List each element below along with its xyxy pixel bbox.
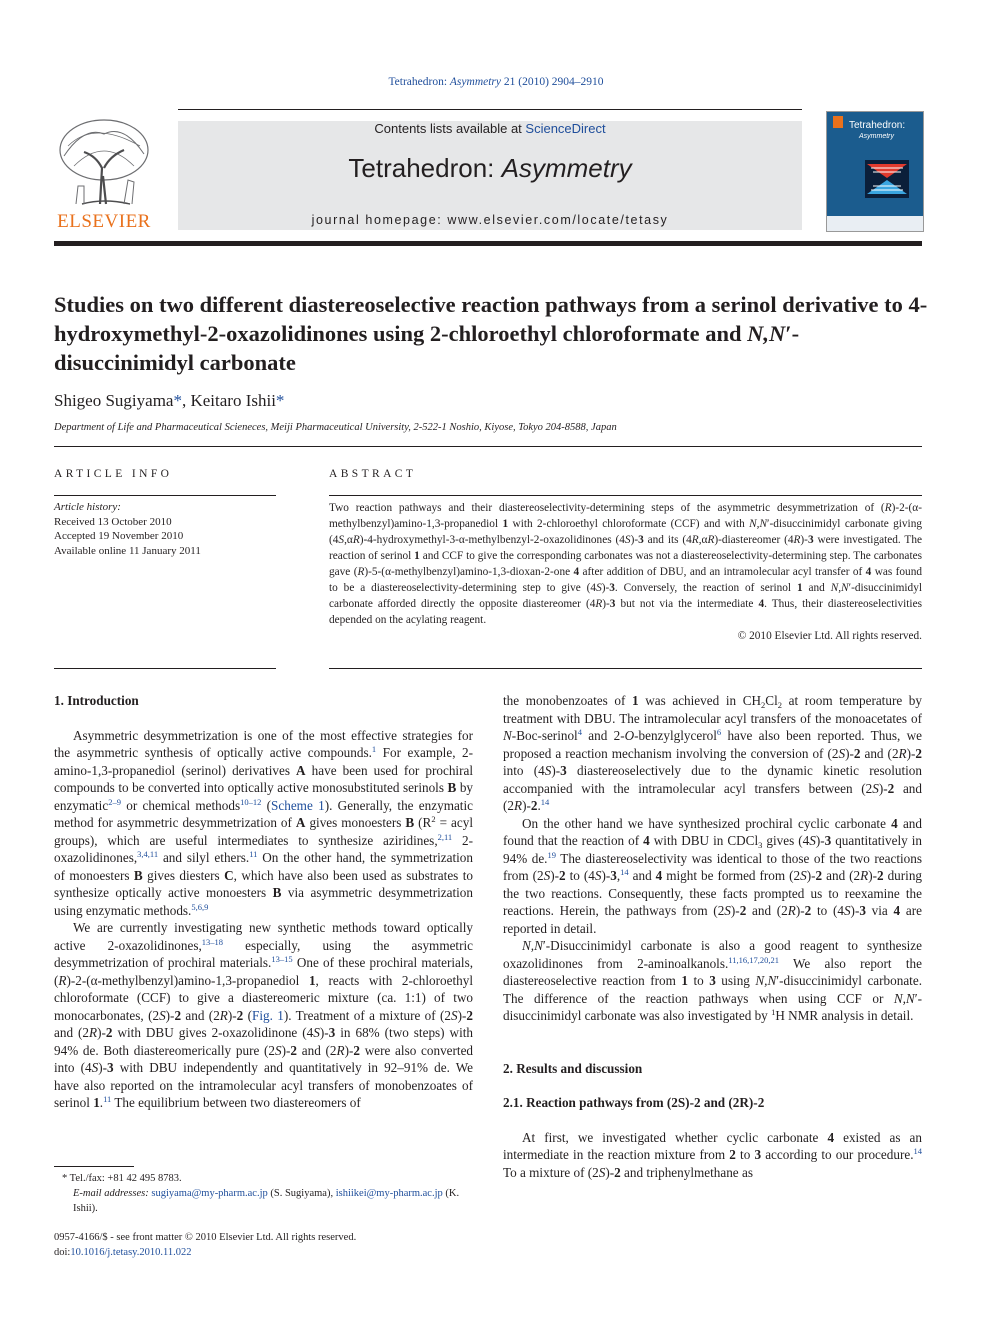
author-name: Keitaro Ishii: [190, 391, 276, 410]
body-paragraph: the monobenzoates of 1 was achieved in $CH_2Cl_2$ at room temperature by treatment with DBU. The intramolecular acyl transfers of the monoacetates of N-Boc-serinol$^4$ and 2-O-benzylglycerol$^6$ have also been reported. Thus, we proposed a reaction mechanism involving the conversion of (2S)-2 and (2R)-2 into (4S)-3 diastereoselectively due to the dynamic kinetic resolution accompanied with the intramolecular acyl transfers between (2S)-2 and (2R)-2.14: [503, 693, 922, 813]
footnote-emails: [54, 1186, 473, 1216]
elsevier-wordmark: ELSEVIER: [57, 211, 151, 232]
abstract-text: [329, 500, 922, 644]
abstract-rule: [329, 495, 922, 496]
email-owner: (S. Sugiyama),: [267, 1188, 336, 1199]
copyright-notice: © 2010 Elsevier Ltd. All rights reserved.: [737, 630, 922, 642]
journal-title: [178, 153, 802, 184]
article-info-rule: [54, 495, 276, 496]
journal-cover-thumbnail[interactable]: [826, 111, 924, 232]
abstract-heading: ABSTRACT: [329, 468, 417, 480]
contents-line: [178, 121, 802, 136]
doi-line: [54, 1245, 356, 1260]
sciencedirect-link[interactable]: ScienceDirect: [525, 121, 606, 136]
journal-title-plain: Tetrahedron:: [348, 153, 502, 183]
history-accepted: Accepted 19 November 2010: [54, 530, 184, 542]
history-label: Article history:: [54, 501, 121, 513]
doi-link[interactable]: 10.1016/j.tetasy.2010.11.022: [70, 1247, 192, 1258]
footnotes: [54, 1171, 473, 1216]
email-link-ishii[interactable]: ishiikei@my-pharm.ac.jp: [335, 1188, 443, 1199]
journal-cover-image: [827, 112, 923, 231]
author-affiliation: Department of Life and Pharmaceutical Scieneces, Meiji Pharmaceutical University, 2-522-1 Noshio, Kiyose, Tokyo 204-8588, Japan: [54, 422, 617, 433]
citation-journal-italic: Asymmetry: [449, 76, 501, 88]
front-matter: [54, 1230, 356, 1260]
journal-citation[interactable]: [0, 76, 992, 88]
body-paragraph: N,N′-Disuccinimidyl carbonate is also a good reagent to synthesize oxazolidinones from 2-aminoalkanols.$^{11,16,17,20,21}$ We also report the diastereoselective reaction from 1 to 3 using N,N′-disuccinimidyl carbonate. The difference of the reaction pathways when using CCF or N,N′-disuccinimidyl carbonate was also investigated by $^1$H NMR analysis in detail.: [503, 938, 922, 1023]
article-title: [54, 290, 934, 377]
journal-homepage-link[interactable]: journal homepage: www.elsevier.com/locate/tetasy: [311, 213, 669, 227]
email-owner: (K. Ishii).: [73, 1188, 460, 1214]
title-end: ′-disuccinimidyl carbonate: [54, 321, 800, 375]
footnote-corresponding: * Tel./fax: +81 42 495 8783.: [62, 1173, 182, 1184]
cover-subtitle: Asymmetry: [859, 133, 894, 140]
section-heading-results: 2. Results and discussion: [503, 1060, 643, 1076]
email-label: E-mail addresses:: [73, 1188, 152, 1199]
doi-label: doi:: [54, 1247, 71, 1258]
citation-journal: Tetrahedron:: [388, 76, 450, 88]
author-list: Shigeo Sugiyama*, Keitaro Ishii*: [54, 391, 285, 410]
issn-line: 0957-4166/$ - see front matter © 2010 Elsevier Ltd. All rights reserved.: [54, 1232, 357, 1243]
header-top-rule: [178, 109, 802, 110]
body-column-right: [503, 692, 922, 1181]
title-italic: N,N: [747, 321, 786, 346]
footnote-rule: [54, 1166, 134, 1167]
history-online: Available online 11 January 2011: [54, 544, 201, 557]
body-paragraph: On the other hand we have synthesized prochiral cyclic carbonate 4 and found that the reaction of 4 with DBU in CDCl$_3$ gives (4S)-3 quantitatively in 94% de.$^{19}$ The diastereoselectivity was identical to those of the two reactions from (2S)-2 to (4S)-3,14 and 4 might be formed from (2S)-2 and (2R)-2 during the two reactions. Consequently, these facts prompted us to reexamine the reactions. Herein, the pathways from (2S)-2 and (2R)-2 to (4S)-3 via 4 are reported in detail.: [503, 815, 923, 936]
citation-volume-pages: 21 (2010) 2904–2910: [501, 76, 604, 88]
history-received: Received 13 October 2010: [54, 515, 172, 528]
title-divider: [54, 446, 922, 447]
body-paragraph: We are currently investigating new synthetic methods toward optically active 2-oxazolidinones,$^{13-18}$ especially, using the asymmetric desymmetrization of prochiral materials.$^{13-15}$ One of these prochiral materials, (R)-2-(α-methylbenzyl)amino-1,3-propanediol 1, reacts with 2-chloroethyl chloroformate (CCF) to give a diastereomeric mixture (ca. 1:1) of two monocarbonates, (2S)-2 and (2R)-2 (Fig. 1). Treatment of a mixture of (2S)-2 and (2R)-2 with DBU gives 2-oxazolidinone (4S)-3 in 68% (two steps) with 94% de. Both diastereomerically pure (2S)-2 and (2R)-2 were also converted into (4S)-3 with DBU independently and quantitatively in 92–91% de. We have also reported on the intramolecular acyl transfers of monobenzoates of serinol 1.11 The equilibrium between two diastereomers of: [54, 920, 474, 1110]
journal-title-italic: Asymmetry: [501, 153, 632, 183]
subsection-heading-2-1: 2.1. Reaction pathways from (2S)-2 and (2R)-2: [503, 1095, 765, 1110]
body-paragraph: At first, we investigated whether cyclic carbonate 4 existed as an intermediate in the reaction mixture from 2 to 3 according to our procedure.$^{14}$ To a mixture of (2S)-2 and triphenylmethane as: [503, 1129, 922, 1180]
header-thick-rule: [54, 241, 922, 246]
body-paragraph: Asymmetric desymmetrization is one of the most effective strategies for the asymmetric synthesis of optically active compounds.$^1$ For example, 2-amino-1,3-propanediol (serinol) derivatives A have been used for prochiral compounds to be converted into optically active monosubstituted serinols B by enzymatic$^{2-9}$ or chemical methods$^{10-12}$ (Scheme 1). Generally, the enzymatic method for asymmetric desymmetrization of A gives monoesters B ($R^2$ = acyl groups), which are useful intermediates to synthesize aziridines,$^{2,11}$ 2-oxazolidinones,$^{3,4,11}$ and silyl ethers.$^{11}$ On the other hand, the symmetrization of monoesters B gives diesters C, which have also been used as substrates to synthesize optically active monoesters B via asymmetric desymmetrization using enzymatic methods.$^{5,6,9}$: [54, 727, 474, 918]
abstract-paragraph: Two reaction pathways and their diastereoselectivity-determining steps of the asymmetric desymmetrization of (R)-2-(α-methylbenzyl)amino-1,3-propanediol 1 with 2-chloroethyl chloroformate (CCF) and with N,N′-disuccinimidyl carbonate giving (4S,αR)-4-hydroxymethyl-3-α-methylbenzyl-2-oxazolidinones (4S)-3 and its (4R,αR)-diastereomer (4R)-3 were investigated. The reaction of serinol 1 and CCF to give the corresponding carbonates was not a diastereoselectivity-determining step. The carbonates gave (R)-5-(α-methylbenzyl)amino-1,3-dioxan-2-one 4 after addition of DBU, and an intramolecular acyl transfer of 4 was found to be a diastereoselectivity-determining step to give (4S)-3. Conversely, the reaction of serinol 1 and N,N′-disuccinimidyl carbonate afforded directly the opposite diastereomer (4R)-3 but not via the intermediate 4. Thus, their diastereoselectivities depended on the acylating reagent.: [329, 502, 923, 626]
article-info-bottom-rule: [54, 668, 276, 669]
author-name: Shigeo Sugiyama: [54, 391, 174, 410]
corresponding-author-mark[interactable]: *: [275, 391, 285, 410]
article-history: [54, 500, 201, 558]
tree-icon: [54, 116, 154, 211]
cover-title: Tetrahedron:: [849, 120, 906, 131]
article-info-heading: ARTICLE INFO: [54, 468, 173, 480]
email-link-sugiyama[interactable]: sugiyama@my-pharm.ac.jp: [151, 1188, 268, 1199]
contents-prefix: Contents lists available at: [374, 121, 526, 136]
abstract-bottom-rule: [329, 668, 922, 669]
corresponding-author-mark[interactable]: *: [173, 391, 182, 410]
section-heading-introduction: 1. Introduction: [54, 693, 139, 708]
body-column-left: [54, 692, 473, 1112]
title-main: Studies on two different diastereoselective reaction pathways from a serinol derivative to 4-hydroxymethyl-2-oxazolidinones using 2-chloroethyl chloroformate and: [54, 292, 928, 346]
